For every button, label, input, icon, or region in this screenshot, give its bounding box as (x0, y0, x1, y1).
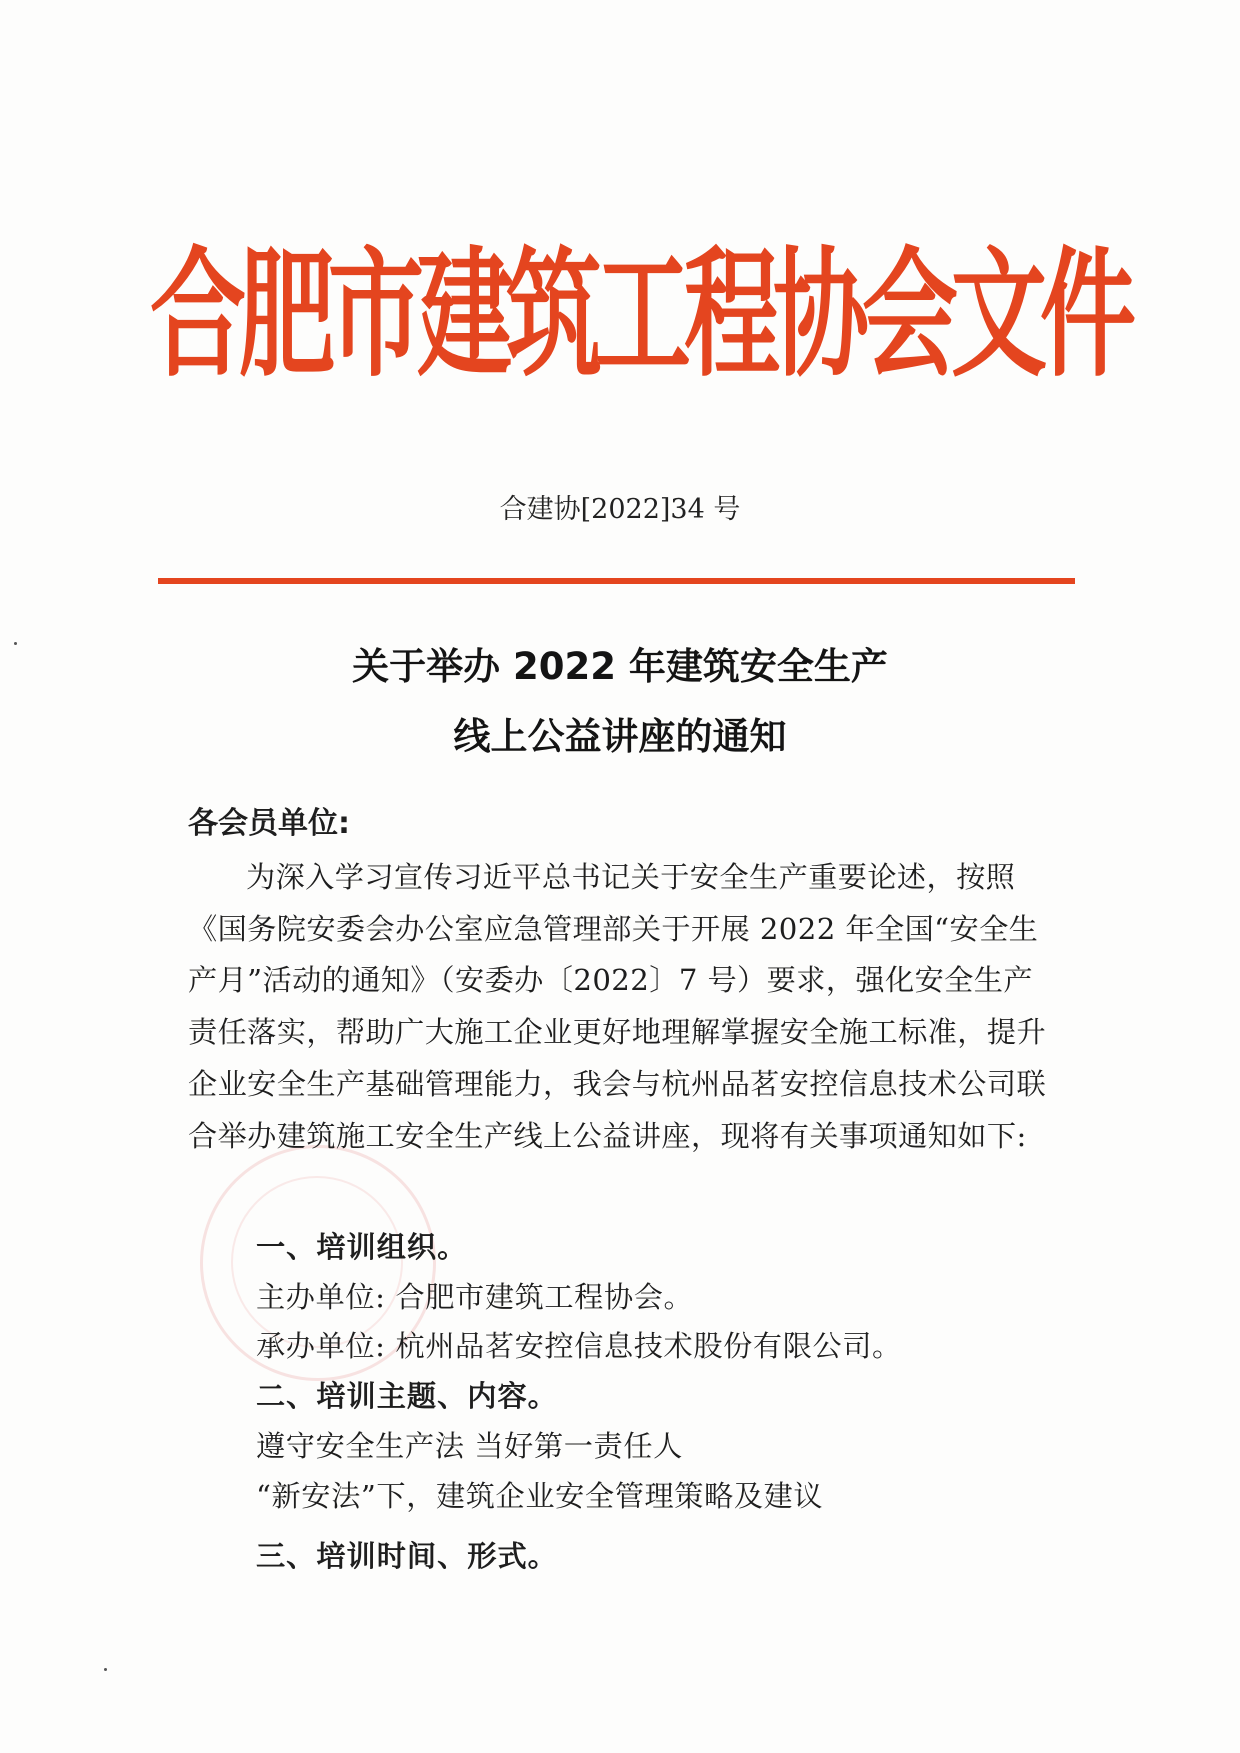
organizer-line: 主办单位: 合肥市建筑工程协会。 (256, 1280, 694, 1314)
intro-text: 为深入学习宣传习近平总书记关于安全生产重要论述，按照《国务院安委会办公室应急管理部关于开展 2022 年全国“安全生产月”活动的通知》（安委办〔2022〕7 号）要求，强化安全生产责任落实，帮助广大施工企业更好地理解掌握安全施工标准，提升企业安全生产基础管理能力，我会与杭州品茗安控信息技术公司联合举办建筑施工安全生产线上公益讲座，现将有关事项通知如下: (188, 860, 1047, 1153)
header-divider (158, 578, 1075, 584)
co-organizer-line: 承办单位: 杭州品茗安控信息技术股份有限公司。 (256, 1329, 902, 1363)
intro-paragraph (188, 852, 1058, 1162)
notice-title-line2: 线上公益讲座的通知 (453, 715, 787, 758)
document-header-title: 合肥市建筑工程协会文件 (150, 232, 1129, 397)
notice-title-line1: 关于举办 2022 年建筑安全生产 (352, 645, 888, 688)
section-heading-topics: 二、培训主题、内容。 (256, 1379, 558, 1413)
scan-speck (104, 1668, 107, 1671)
topic-line-2: “新安法”下，建筑企业安全管理策略及建议 (256, 1479, 824, 1513)
section-heading-organization: 一、培训组织。 (256, 1230, 468, 1264)
addressee: 各会员单位: (188, 806, 350, 841)
section-heading-schedule: 三、培训时间、形式。 (256, 1539, 558, 1573)
topic-line-1: 遵守安全生产法 当好第一责任人 (256, 1429, 683, 1463)
scan-speck (14, 642, 17, 645)
document-number: 合建协[2022]34 号 (499, 494, 741, 525)
